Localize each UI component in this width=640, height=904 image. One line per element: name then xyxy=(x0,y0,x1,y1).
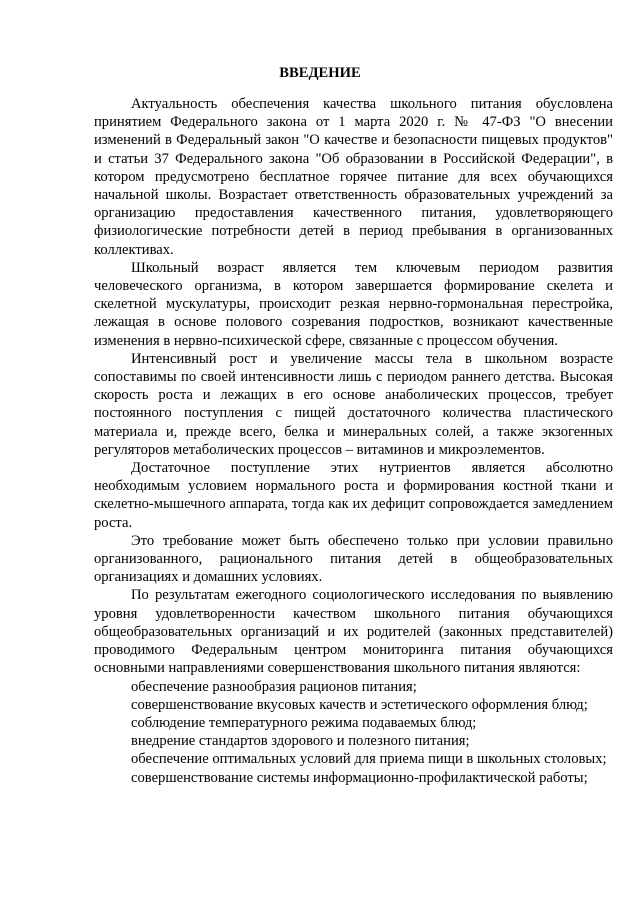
paragraph-requirement: Это требование может быть обеспечено только при условии правильно организованного, рационального питания детей в общеобразовательных организациях и домашних условиях. xyxy=(94,532,613,586)
document-body xyxy=(94,95,613,787)
list-item: обеспечение разнообразия рационов питания; xyxy=(131,678,417,695)
page-title: ВВЕДЕНИЕ xyxy=(279,65,361,81)
list-item: совершенствование вкусовых качеств и эстетического оформления блюд; xyxy=(131,696,588,713)
directions-list xyxy=(94,678,613,787)
paragraph-nutrients: Достаточное поступление этих нутриентов является абсолютно необходимым условием нормального роста и формирования костной ткани и скелетно-мышечного аппарата, тогда как их дефицит сопровождается замедлением роста. xyxy=(94,460,613,531)
paragraph-survey: По результатам ежегодного социологического исследования по выявлению уровня удовлетворенности качеством школьного питания обучающихся общеобразовательных организаций и их родителей (законных представителей) проводимого Федеральным центром мониторинга питания обучающихся основными направлениями совершенствования школьного питания являются: xyxy=(94,587,613,677)
paragraph-relevance: Актуальность обеспечения качества школьного питания обусловлена принятием Федерального закона от 1 марта 2020 г. № 47-ФЗ "О внесении изменений в Федеральный закон "О качестве и безопасности пищевых продуктов" и статьи 37 Федерального закона "Об образовании в Российской Федерации", в котором предусмотрено бесплатное горячее питание для всех обучающихся начальной школы. Возрастает ответственность образовательных учреждений за организацию предоставления качественного питания, удовлетворяющего физиологические потребности детей в период пребывания в организованных коллективах. xyxy=(94,96,613,258)
list-item: внедрение стандартов здорового и полезного питания; xyxy=(131,733,470,750)
paragraph-growth: Интенсивный рост и увеличение массы тела в школьном возрасте сопоставимы по своей интенсивности лишь с периодом раннего детства. Высокая скорость роста и лежащих в его основе анаболических процессов, требует постоянного поступления с пищей достаточного количества пластического материала и, прежде всего, белка и минеральных солей, а также экзогенных регуляторов метаболических процессов – витаминов и микроэлементов. xyxy=(94,350,613,458)
list-item: соблюдение температурного режима подаваемых блюд; xyxy=(131,714,477,731)
list-item: обеспечение оптимальных условий для приема пищи в школьных столовых; xyxy=(131,751,607,768)
paragraph-school-age: Школьный возраст является тем ключевым периодом развития человеческого организма, в котором завершается формирование скелета и скелетной мускулатуры, происходит резкая нервно-гормональная перестройка, лежащая в основе полового созревания подростков, возникают качественные изменения в нервно-психической сфере, связанные с процессом обучения. xyxy=(94,259,613,349)
list-item: совершенствование системы информационно-профилактической работы; xyxy=(131,769,588,786)
